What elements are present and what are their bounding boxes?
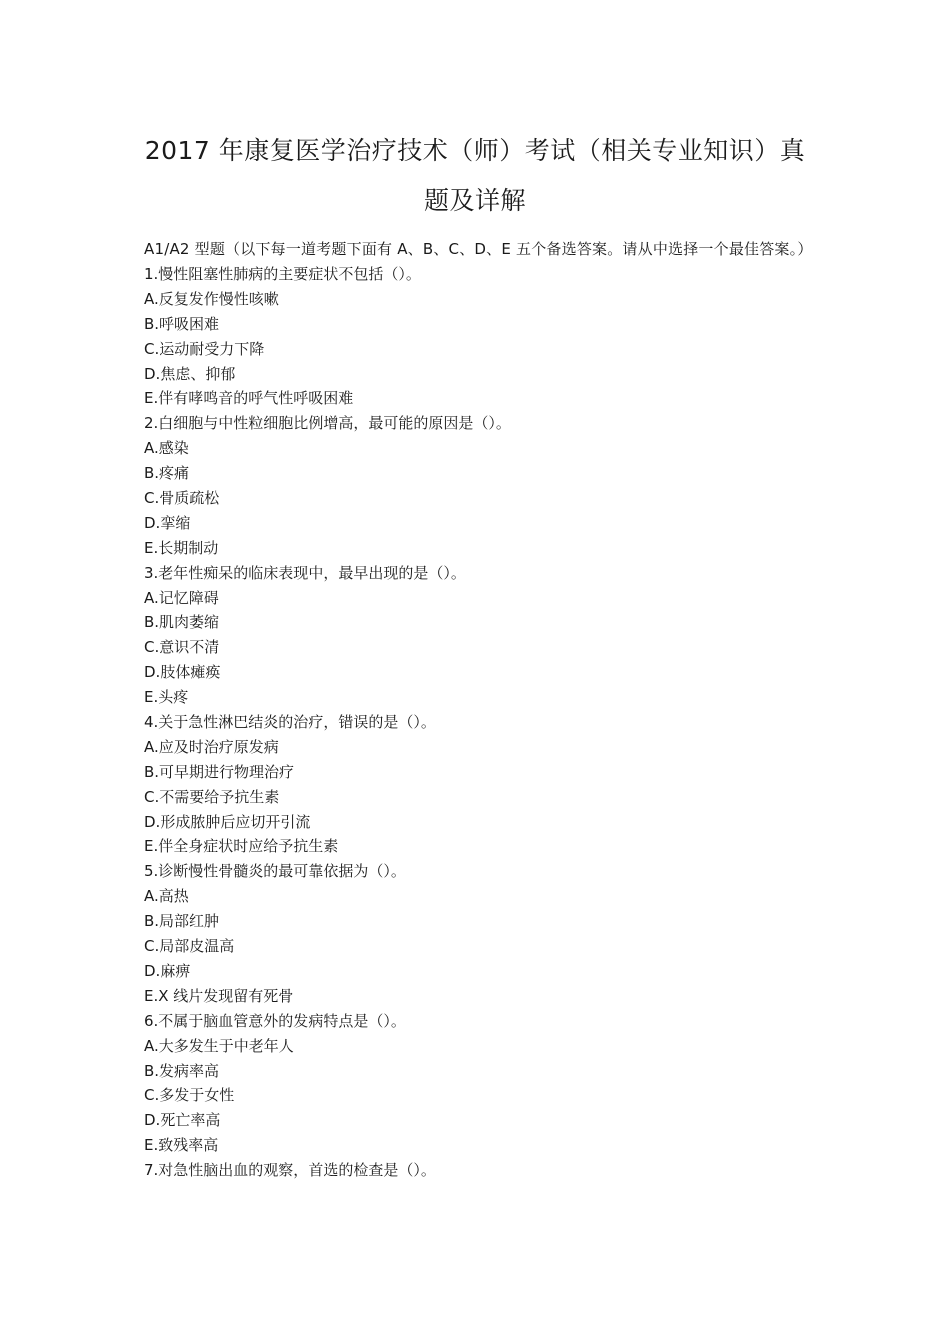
document-title — [100, 126, 850, 226]
title-line-1: 2017 年康复医学治疗技术（师）考试（相关专业知识）真 — [144, 136, 806, 165]
answer-option: D.挛缩 — [144, 513, 191, 532]
question-3 — [144, 561, 812, 710]
answer-option: D.麻痹 — [144, 961, 191, 980]
answer-option: B.肌肉萎缩 — [144, 613, 220, 632]
answer-option: B.疼痛 — [144, 464, 190, 483]
answer-option: D.死亡率高 — [144, 1111, 221, 1130]
answer-option: C.多发于女性 — [144, 1086, 235, 1105]
question-5 — [144, 859, 812, 1008]
answer-option: C.运动耐受力下降 — [144, 339, 265, 358]
answer-option: E.长期制动 — [144, 538, 219, 557]
answer-option: A.高热 — [144, 887, 189, 906]
answer-option: C.骨质疏松 — [144, 489, 220, 508]
answer-option: A.记忆障碍 — [144, 588, 219, 607]
answer-option: A.大多发生于中老年人 — [144, 1036, 294, 1055]
question-stem: 4.关于急性淋巴结炎的治疗，错误的是（）。 — [144, 713, 436, 732]
answer-option: B.局部红肿 — [144, 912, 220, 931]
answer-option: D.焦虑、抑郁 — [144, 364, 236, 383]
question-stem: 5.诊断慢性骨髓炎的最可靠依据为（）。 — [144, 862, 406, 881]
question-2 — [144, 411, 812, 560]
question-stem: 2.白细胞与中性粒细胞比例增高，最可能的原因是（）。 — [144, 414, 511, 433]
answer-option: D.形成脓肿后应切开引流 — [144, 812, 311, 831]
section-instructions: A1/A2 型题（以下每一道考题下面有 A、B、C、D、E 五个备选答案。请从中选择一个最佳答案。） — [144, 240, 813, 258]
answer-option: A.感染 — [144, 439, 189, 458]
question-4 — [144, 710, 812, 859]
question-stem: 1.慢性阻塞性肺病的主要症状不包括（）。 — [144, 265, 421, 283]
document-body — [144, 237, 812, 1183]
answer-option: B.发病率高 — [144, 1061, 220, 1080]
question-6 — [144, 1009, 812, 1158]
answer-option: C.不需要给予抗生素 — [144, 787, 280, 806]
answer-option: C.意识不清 — [144, 638, 220, 657]
answer-option: A.反复发作慢性咳嗽 — [144, 289, 279, 308]
question-stem: 6.不属于脑血管意外的发病特点是（）。 — [144, 1011, 406, 1030]
question-7 — [144, 1158, 812, 1183]
answer-option: A.应及时治疗原发病 — [144, 737, 279, 756]
answer-option: B.呼吸困难 — [144, 314, 220, 333]
question-1 — [144, 262, 812, 411]
question-stem: 3.老年性痴呆的临床表现中，最早出现的是（）。 — [144, 563, 466, 582]
answer-option: B.可早期进行物理治疗 — [144, 762, 295, 781]
answer-option: E.致残率高 — [144, 1136, 219, 1155]
answer-option: E.X 线片发现留有死骨 — [144, 986, 294, 1005]
question-stem: 7.对急性脑出血的观察，首选的检查是（）。 — [144, 1161, 436, 1180]
title-line-2: 题及详解 — [423, 186, 526, 215]
answer-option: E.伴有哮鸣音的呼气性呼吸困难 — [144, 389, 354, 408]
answer-option: E.头疼 — [144, 688, 189, 707]
answer-option: D.肢体瘫痪 — [144, 663, 221, 682]
answer-option: E.伴全身症状时应给予抗生素 — [144, 837, 339, 856]
answer-option: C.局部皮温高 — [144, 937, 235, 956]
